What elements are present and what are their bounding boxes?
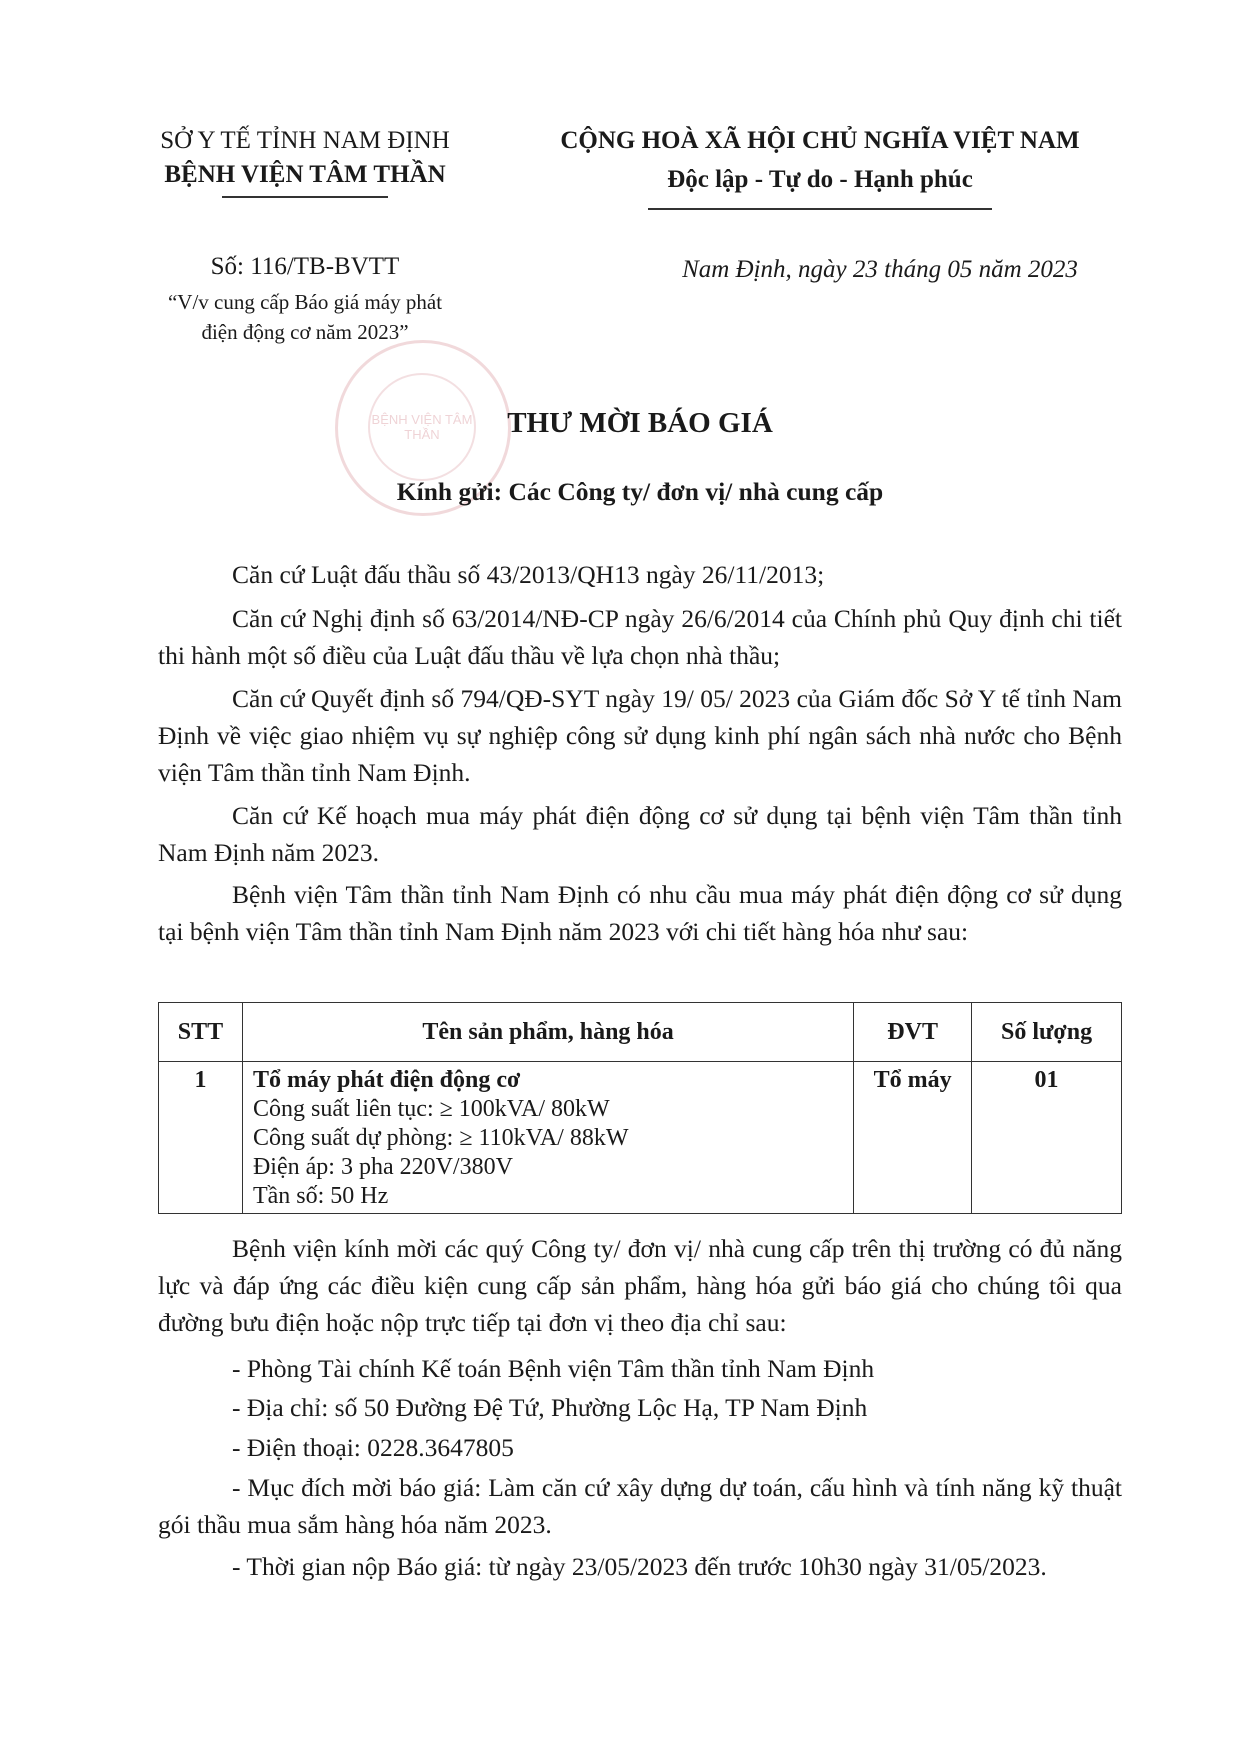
legal-basis-2: Căn cứ Nghị định số 63/2014/NĐ-CP ngày 26/6/2014 của Chính phủ Quy định chi tiết thi hành một số điều của Luật đấu thầu về lựa chọn nhà thầu; [158,604,1122,670]
goods-table [158,1002,1122,1214]
org-parent: SỞ Y TẾ TỈNH NAM ĐỊNH [160,127,450,154]
product-spec-1: Công suất liên tục: ≥ 100kVA/ 80kW [252,1096,610,1122]
document-number: Số: 116/TB-BVTT [210,253,400,280]
col-header-unit: ĐVT [854,1003,972,1062]
subject-line-1: “V/v cung cấp Báo giá máy phát [167,290,443,314]
purpose-paragraph: - Mục đích mời báo giá: Làm căn cứ xây dựng dự toán, cấu hình và tính năng kỹ thuật gói thầu mua sắm hàng hóa năm 2023. [158,1473,1122,1539]
place-and-date: Nam Định, ngày 23 tháng 05 năm 2023 [682,256,1078,283]
org-underline [222,196,388,198]
contact-address: - Địa chỉ: số 50 Đường Đệ Tứ, Phường Lộc Hạ, TP Nam Định [232,1393,868,1422]
product-name: Tổ máy phát điện động cơ [252,1067,521,1093]
recipient-line: Kính gửi: Các Công ty/ đơn vị/ nhà cung cấp [396,477,884,506]
legal-basis-3: Căn cứ Quyết định số 794/QĐ-SYT ngày 19/ 05/ 2023 của Giám đốc Sở Y tế tỉnh Nam Định về việc giao nhiệm vụ sự nghiệp công sử dụng kinh phí ngân sách nhà nước cho Bệnh viện Tâm thần tỉnh Nam Định. [158,684,1122,787]
invite-paragraph: Bệnh viện kính mời các quý Công ty/ đơn vị/ nhà cung cấp trên thị trường có đủ năng lực và đáp ứng các điều kiện cung cấp sản phẩm, hàng hóa gửi báo giá cho chúng tôi qua đường bưu điện hoặc nộp trực tiếp tại đơn vị theo địa chỉ sau: [158,1234,1122,1337]
cell-quantity: 01 [972,1062,1122,1214]
motto: Độc lập - Tự do - Hạnh phúc [667,166,973,193]
motto-underline [648,208,992,210]
legal-basis-4: Căn cứ Kế hoạch mua máy phát điện động cơ sử dụng tại bệnh viện Tâm thần tỉnh Nam Định năm 2023. [158,801,1122,867]
table-row [159,1062,1122,1214]
org-name: BỆNH VIỆN TÂM THẦN [164,161,446,188]
col-header-product: Tên sản phẩm, hàng hóa [242,1003,853,1062]
cell-stt: 1 [159,1062,243,1214]
legal-basis-1: Căn cứ Luật đấu thầu số 43/2013/QH13 ngày 26/11/2013; [232,560,825,589]
country-name: CỘNG HOÀ XÃ HỘI CHỦ NGHĨA VIỆT NAM [560,127,1080,154]
cell-product [242,1062,853,1214]
contact-phone: - Điện thoại: 0228.3647805 [232,1433,514,1462]
page-title: THƯ MỜI BÁO GIÁ [507,407,773,439]
col-header-stt: STT [159,1003,243,1062]
table-header-row [159,1003,1122,1062]
product-spec-3: Điện áp: 3 pha 220V/380V [252,1154,513,1180]
deadline-paragraph: - Thời gian nộp Báo giá: từ ngày 23/05/2023 đến trước 10h30 ngày 31/05/2023. [232,1552,1047,1581]
product-spec-2: Công suất dự phòng: ≥ 110kVA/ 88kW [252,1125,629,1151]
cell-unit: Tổ máy [854,1062,972,1214]
product-spec-4: Tần số: 50 Hz [252,1183,389,1209]
subject-line-2: điện động cơ năm 2023” [201,320,409,344]
seal-stamp-text: BỆNH VIỆN TÂM THẦN [368,373,476,481]
contact-department: - Phòng Tài chính Kế toán Bệnh viện Tâm thần tỉnh Nam Định [232,1354,875,1383]
request-paragraph: Bệnh viện Tâm thần tỉnh Nam Định có nhu cầu mua máy phát điện động cơ sử dụng tại bệnh viện Tâm thần tỉnh Nam Định năm 2023 với chi tiết hàng hóa như sau: [158,880,1122,946]
col-header-quantity: Số lượng [972,1003,1122,1062]
